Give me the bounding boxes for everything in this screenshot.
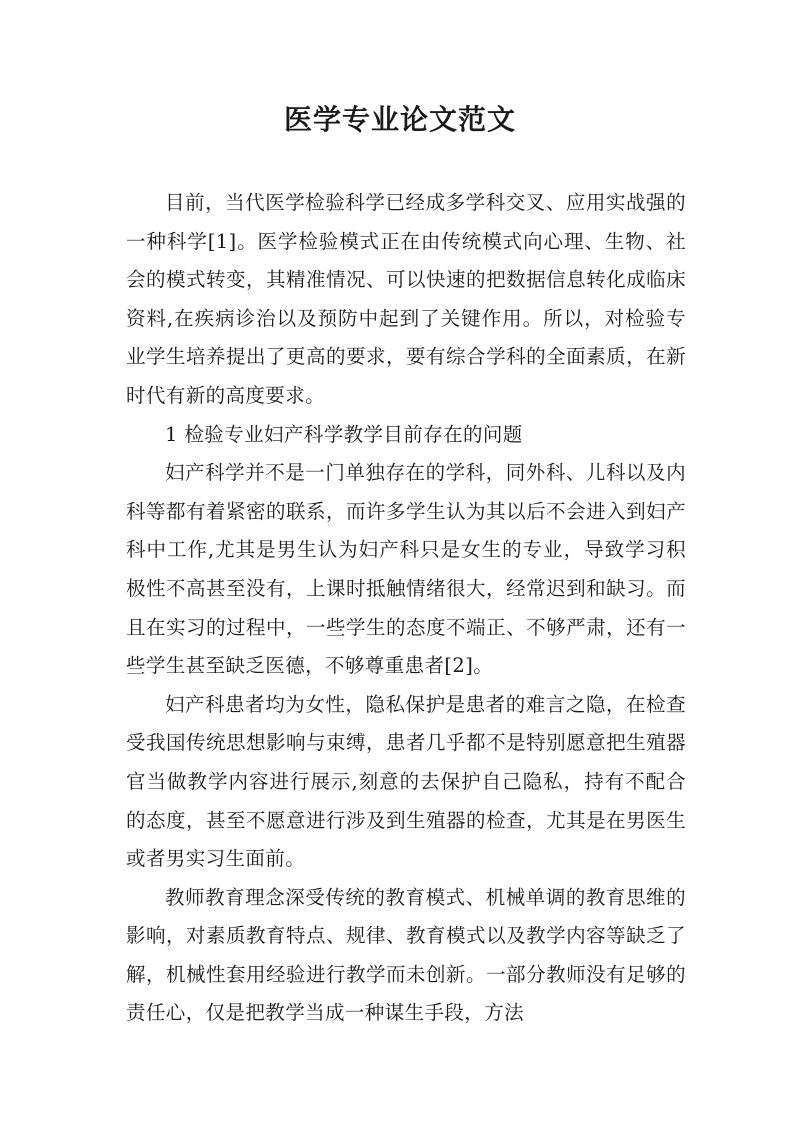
paragraph-intro: 目前，当代医学检验科学已经成多学科交叉、应用实战强的一种科学[1]。医学检验模式正在由传统模式向心理、生物、社会的模式转变，其精准情况、可以快速的把数据信息转化成临床资料,在疾病诊治以及预防中起到了关键作用。所以，对检验专业学生培养提出了更高的要求，要有综合学科的全面素质，在新时代有新的高度要求。 (126, 191, 686, 407)
document-body (126, 184, 686, 1033)
section-heading: 1 检验专业妇产科学教学目前存在的问题 (165, 422, 523, 446)
document-title: 医学专业论文范文 (283, 103, 516, 136)
paragraph-teacher-concept: 教师教育理念深受传统的教育模式、机械单调的教育思维的影响，对素质教育特点、规律、教育模式以及教学内容等缺乏了解，机械性套用经验进行教学而未创新。一部分教师没有足够的责任心，仅是把教学当成一种谋生手段，方法 (126, 885, 686, 1025)
paragraph-gynecology-subject: 妇产科学并不是一门单独存在的学科，同外科、儿科以及内科等都有着紧密的联系，而许多学生认为其以后不会进入到妇产科中工作,尤其是男生认为妇产科只是女生的专业，导致学习积极性不高甚至没有，上课时抵触情绪很大，经常迟到和缺习。而且在实习的过程中，一些学生的态度不端正、不够严肃，还有一些学生甚至缺乏医德，不够尊重患者[2]。 (126, 461, 686, 678)
paragraph-patient-privacy: 妇产科患者均为女性，隐私保护是患者的难言之隐，在检查受我国传统思想影响与束缚，患者几乎都不是特别愿意把生殖器官当做教学内容进行展示,刻意的去保护自己隐私，持有不配合的态度，甚至不愿意进行涉及到生殖器的检查，尤其是在男医生或者男实习生面前。 (126, 692, 686, 871)
